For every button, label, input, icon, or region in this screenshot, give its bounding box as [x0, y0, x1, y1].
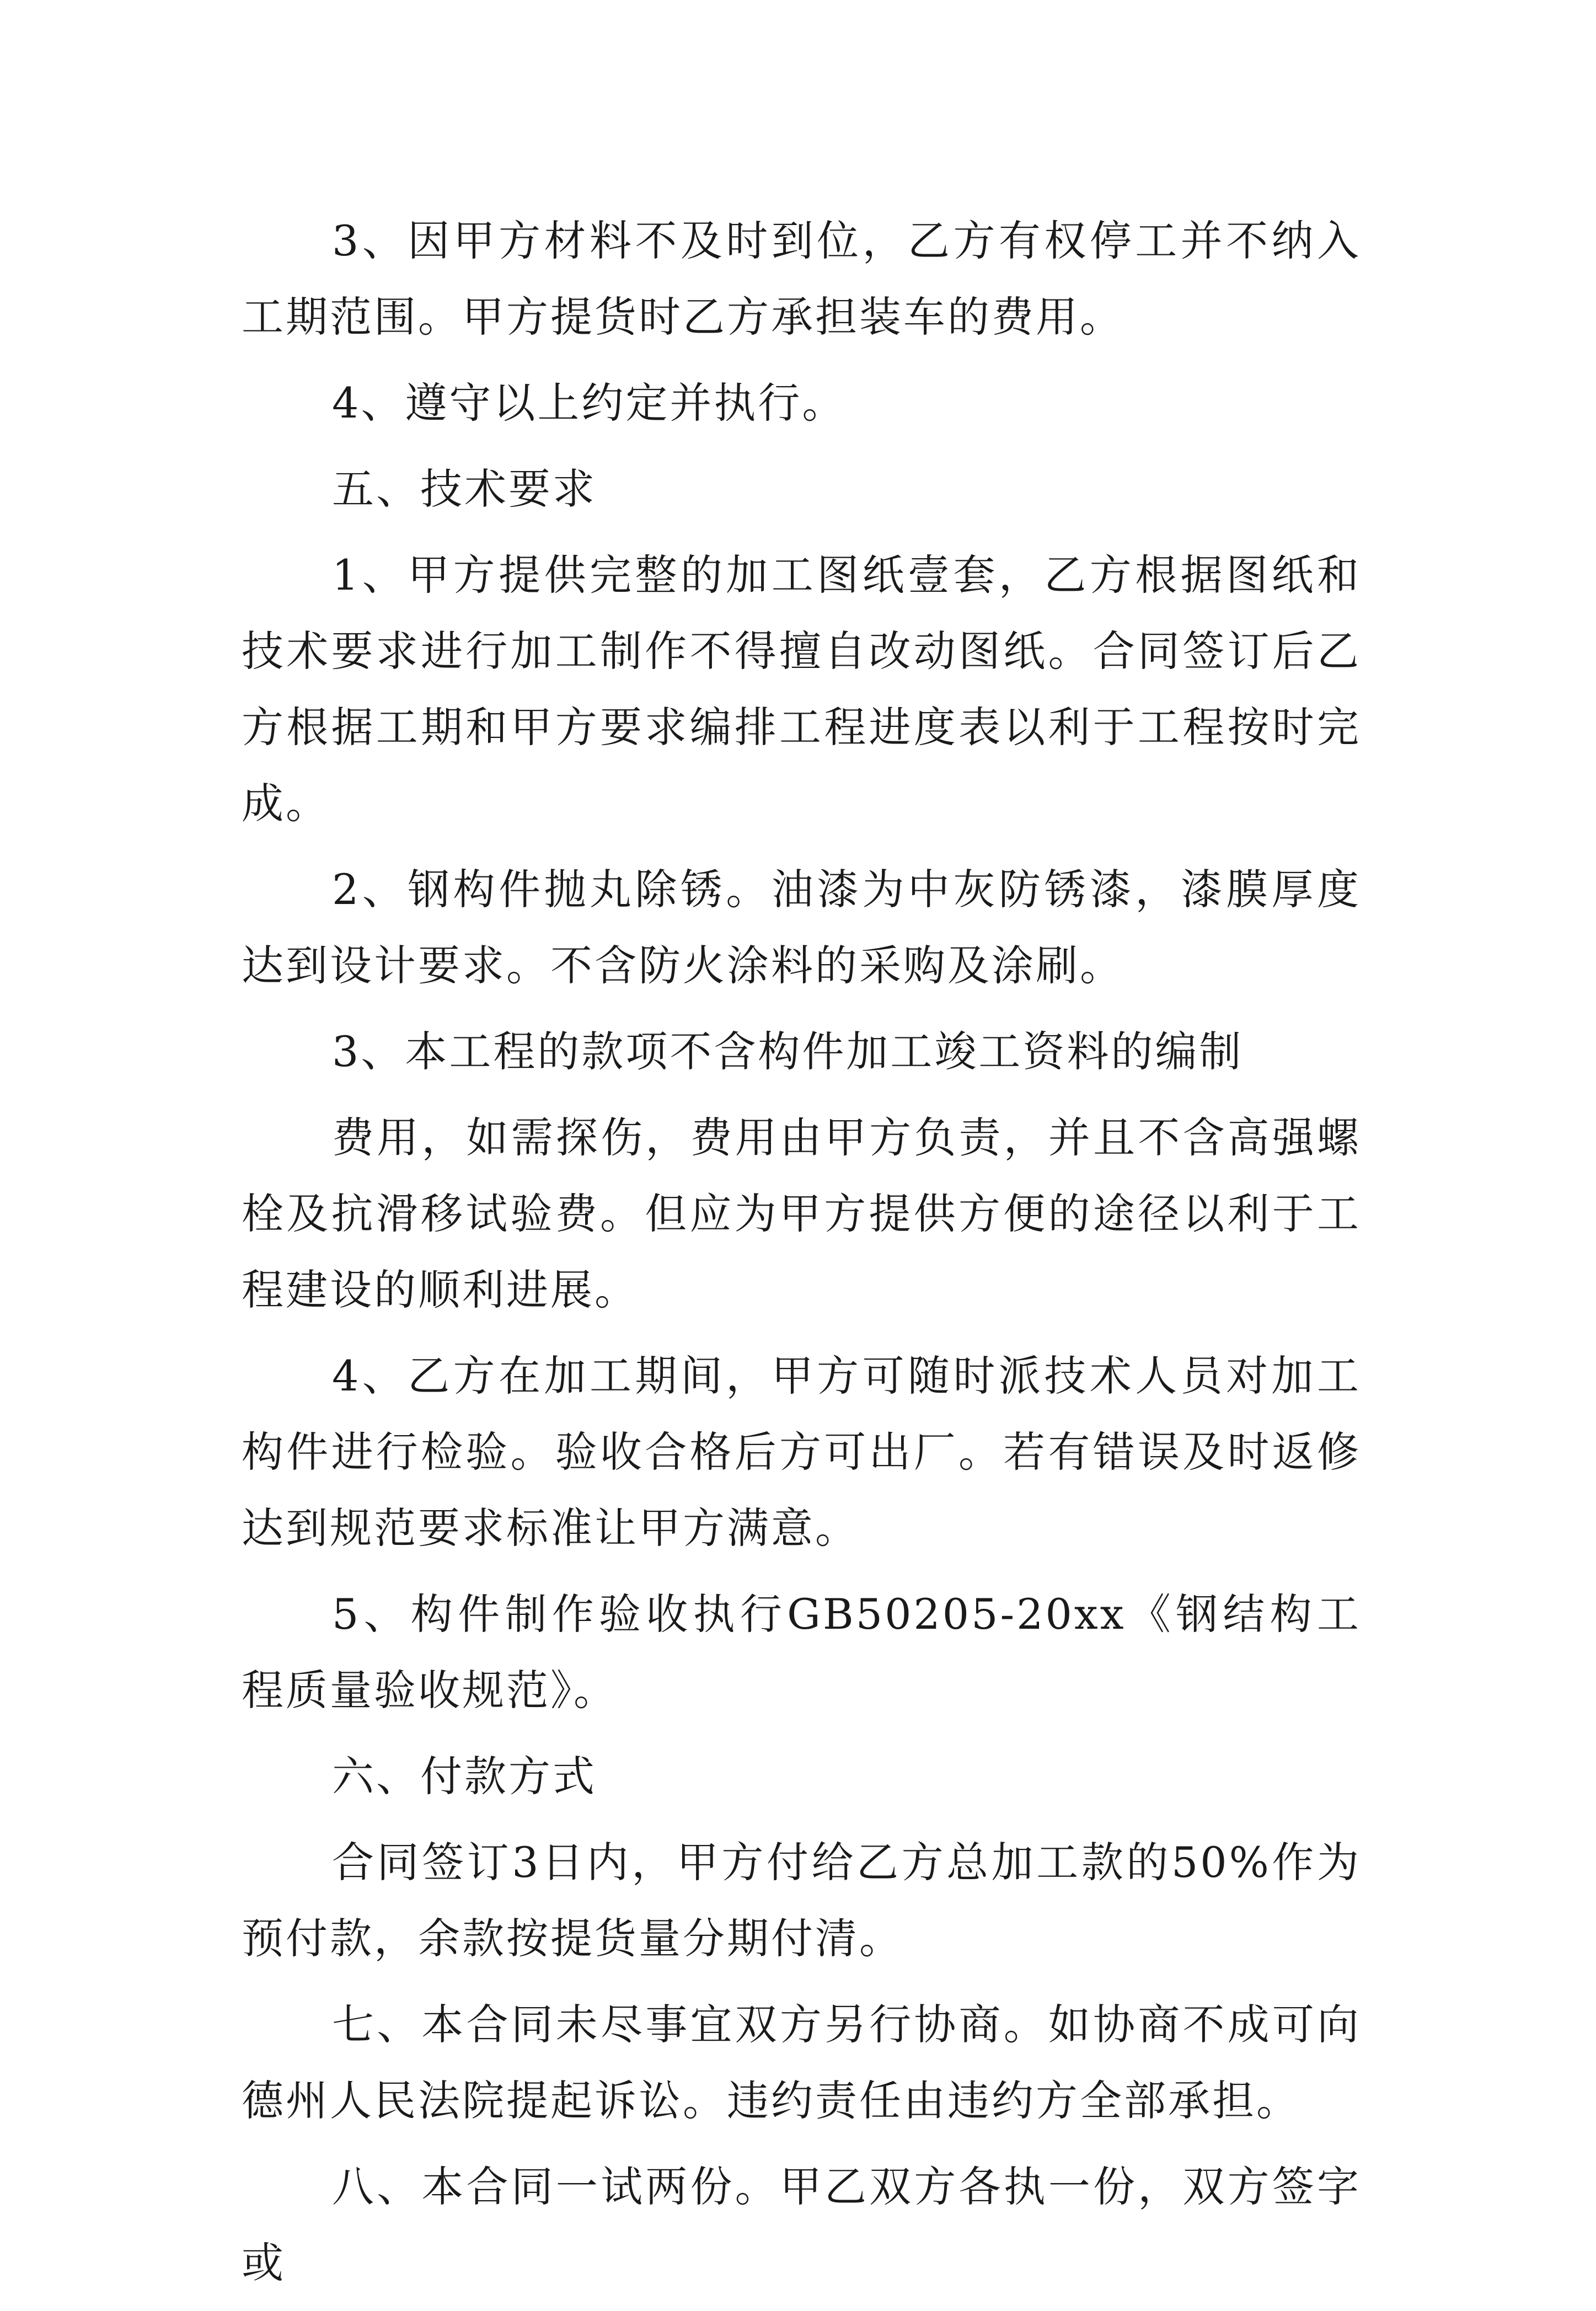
technical-clause-5-acceptance-standard: 5、构件制作验收执行GB50205-20xx《钢结构工程质量验收规范》。: [242, 1590, 1361, 1715]
section-seven-dispute-resolution: 七、本合同未尽事宜双方另行协商。如协商不成可向德州人民法院提起诉讼。违约责任由违约方全部承担。: [242, 2000, 1361, 2125]
technical-clause-2-rust-removal: 2、钢构件抛丸除锈。油漆为中灰防锈漆，漆膜厚度达到设计要求。不含防火涂料的采购及涂刷。: [242, 865, 1361, 990]
clause-4-compliance: 4、遵守以上约定并执行。: [332, 378, 847, 427]
technical-clause-3-completion-docs: 3、本工程的款项不含构件加工竣工资料的编制: [332, 1027, 1244, 1076]
technical-clause-4-inspection: 4、乙方在加工期间，甲方可随时派技术人员对加工构件进行检验。验收合格后方可出厂。若有错误及时返修达到规范要求标准让甲方满意。: [242, 1351, 1361, 1553]
section-heading-technical-requirements: 五、技术要求: [332, 464, 597, 513]
section-eight-copies: 八、本合同一试两份。甲乙双方各执一份，双方签字或: [242, 2162, 1361, 2287]
section-heading-payment-method: 六、付款方式: [332, 1752, 597, 1801]
contract-body: [242, 203, 1361, 2311]
technical-clause-3-continued: 费用，如需探伤，费用由甲方负责，并且不含高强螺栓及抗滑移试验费。但应为甲方提供方便的途径以利于工程建设的顺利进展。: [242, 1113, 1361, 1314]
technical-clause-1-drawings: 1、甲方提供完整的加工图纸壹套，乙方根据图纸和技术要求进行加工制作不得擅自改动图纸。合同签订后乙方根据工期和甲方要求编排工程进度表以利于工程按时完成。: [242, 550, 1361, 828]
payment-terms: 合同签订3日内，甲方付给乙方总加工款的50%作为预付款，余款按提货量分期付清。: [242, 1838, 1361, 1963]
clause-3-material-delay: 3、因甲方材料不及时到位，乙方有权停工并不纳入工期范围。甲方提货时乙方承担装车的费用。: [242, 216, 1361, 341]
